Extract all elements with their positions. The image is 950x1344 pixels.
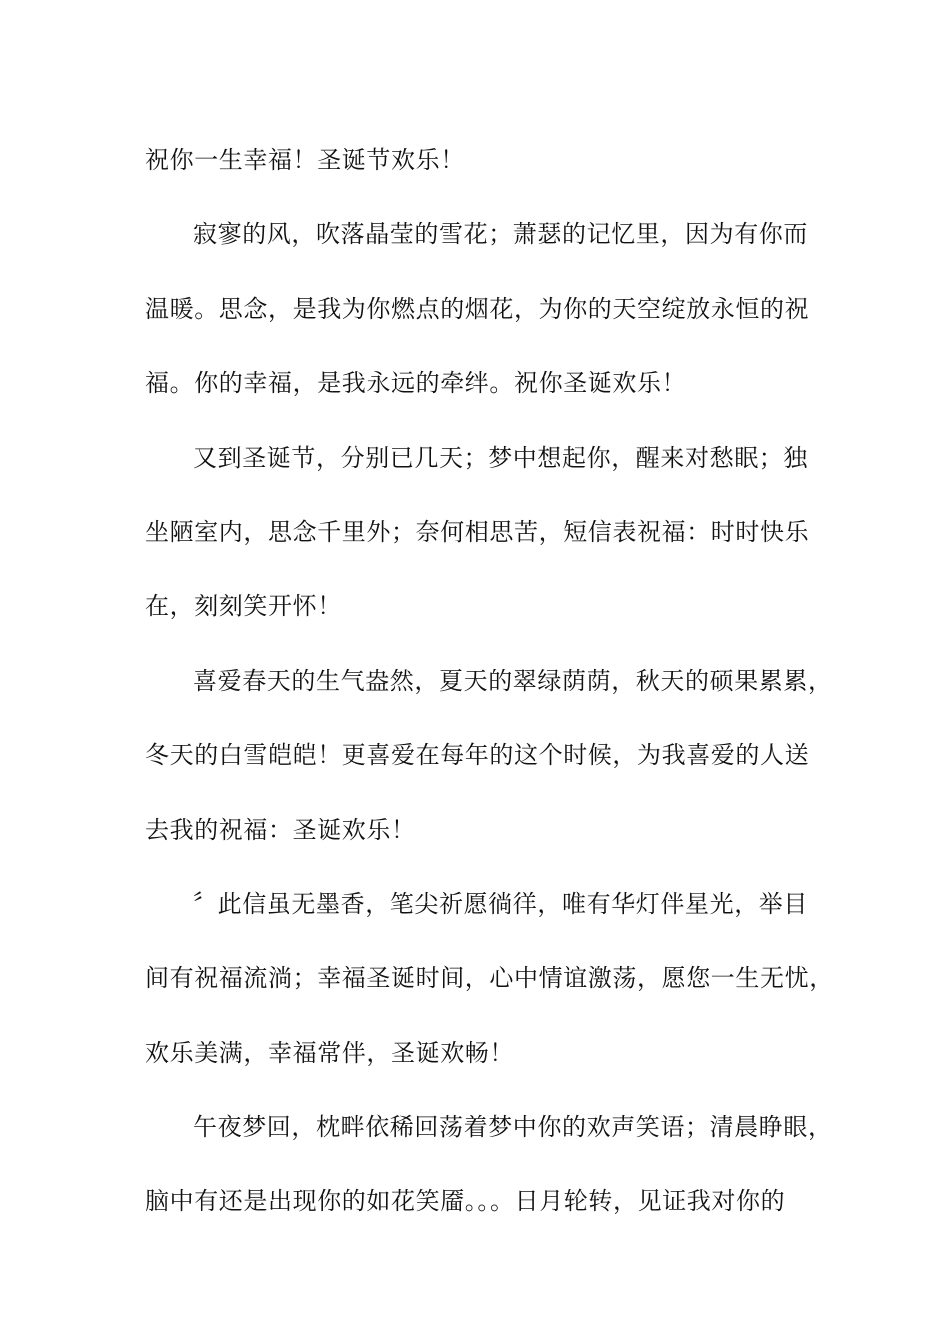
body-text bbox=[145, 123, 834, 1239]
text-line: 又到圣诞节，分别已几天；梦中想起你，醒来对愁眠；独 bbox=[193, 443, 808, 472]
text-line: 欢乐美满，幸福常伴，圣诞欢畅！ bbox=[145, 1038, 514, 1067]
text-line: 间有祝福流淌；幸福圣诞时间，心中情谊激荡，愿您一生无忧， bbox=[145, 964, 834, 993]
text-line: 寂寥的风，吹落晶莹的雪花；萧瑟的记忆里，因为有你而 bbox=[193, 220, 808, 249]
text-line: 脑中有还是出现你的如花笑靥。。。日月轮转，见证我对你的 bbox=[145, 1187, 786, 1216]
paragraph-seasons bbox=[145, 644, 833, 867]
paragraph-letter-wish bbox=[145, 867, 834, 1090]
text-line: 午夜梦回，枕畔依稀回荡着梦中你的欢声笑语；清晨睁眼， bbox=[193, 1113, 833, 1142]
text-line: 福。你的幸福，是我永远的牵绊。祝你圣诞欢乐！ bbox=[145, 369, 687, 398]
paragraph-closing-wish bbox=[145, 123, 815, 197]
paragraph-missing-you bbox=[145, 421, 815, 644]
text-line: 在，刻刻笑开怀！ bbox=[145, 592, 342, 621]
text-line: 坐陋室内，思念千里外；奈何相思苦，短信表祝福：时时快乐 bbox=[145, 517, 810, 546]
text-line: 冬天的白雪皑皑！更喜爱在每年的这个时候，为我喜爱的人送 bbox=[145, 741, 810, 770]
text-line: 祝你一生幸福！圣诞节欢乐！ bbox=[145, 146, 465, 174]
text-line: 喜爱春天的生气盎然，夏天的翠绿荫荫，秋天的硕果累累， bbox=[193, 666, 833, 695]
text-line: 温暖。思念，是我为你燃点的烟花，为你的天空绽放永恒的祝 bbox=[145, 294, 810, 323]
paragraph-midnight-dream bbox=[145, 1090, 833, 1239]
text-line: 〞此信虽无墨香，笔尖祈愿徜徉，唯有华灯伴星光，举目 bbox=[193, 889, 808, 918]
paragraph-snow-wish bbox=[145, 197, 815, 420]
text-line: 去我的祝福：圣诞欢乐！ bbox=[145, 815, 416, 844]
